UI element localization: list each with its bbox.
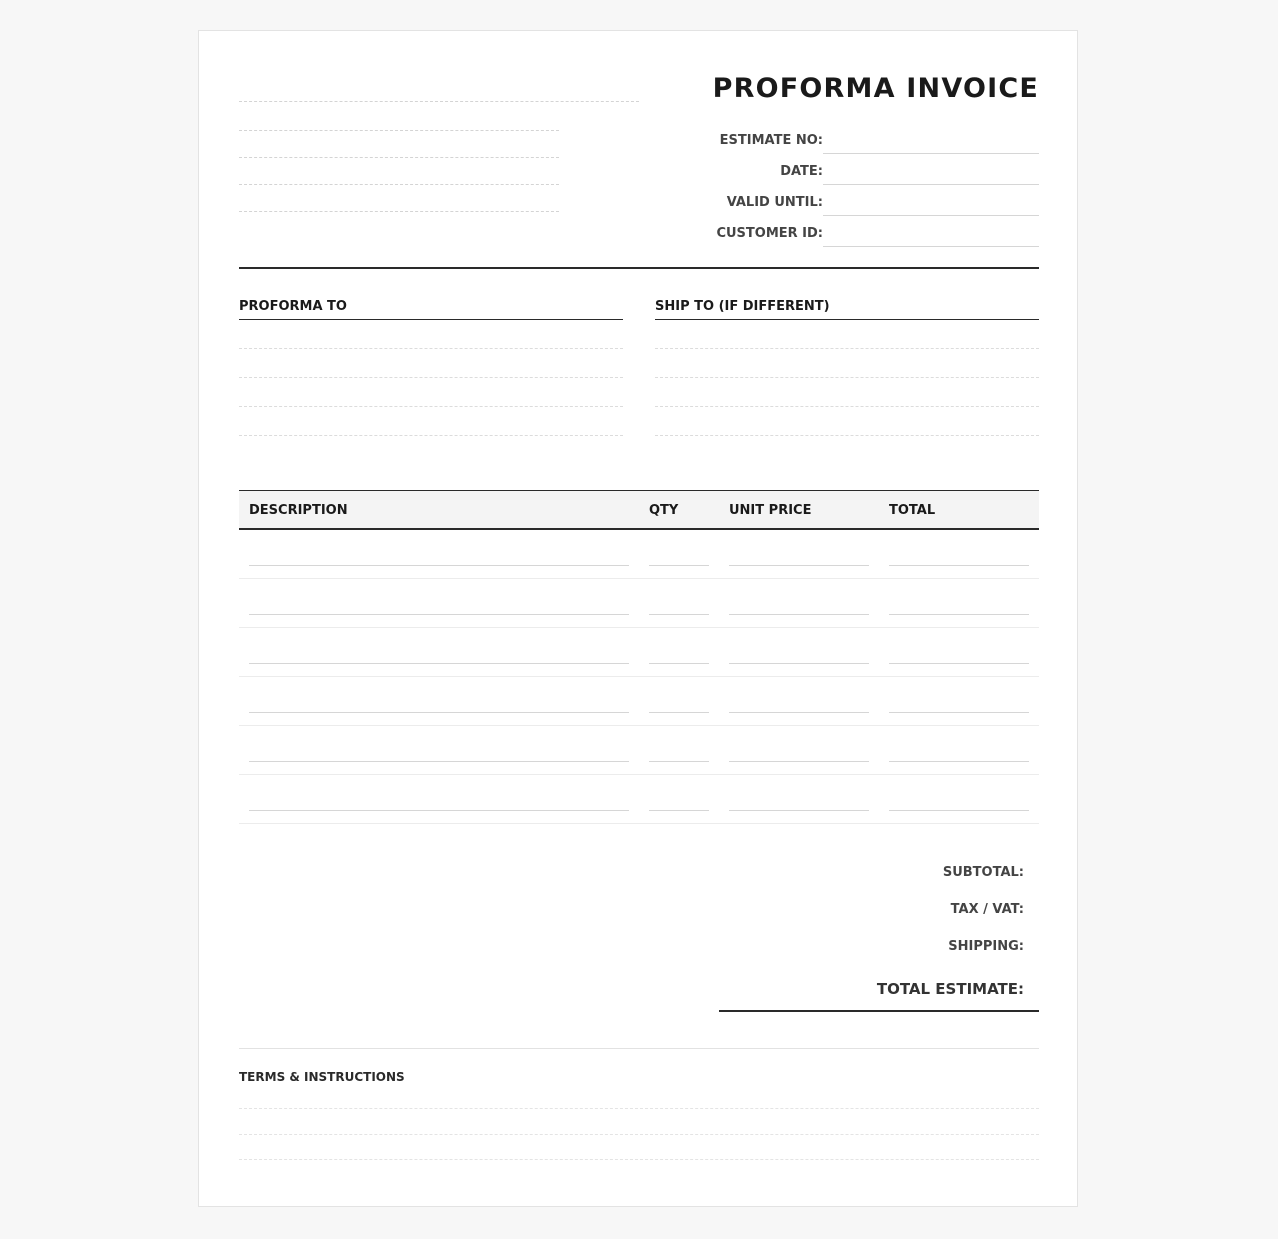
shipping-label: SHIPPING: [948, 939, 1024, 954]
ship-to-line[interactable] [655, 320, 1039, 349]
total-cell[interactable] [889, 810, 1029, 811]
terms-line[interactable] [239, 1159, 1039, 1160]
unit-price-cell[interactable] [729, 565, 869, 566]
tax-row [719, 894, 1039, 931]
subtotal-row [719, 857, 1039, 894]
ship-to-heading: SHIP TO (IF DIFFERENT) [655, 299, 1039, 320]
meta-estimate-no [679, 123, 1039, 154]
qty-cell[interactable] [649, 712, 709, 713]
ship-to-line[interactable] [655, 407, 1039, 436]
table-row [239, 579, 1039, 628]
company-name-line[interactable] [239, 101, 639, 102]
grand-total-label: TOTAL ESTIMATE: [876, 980, 1024, 998]
meta-label: ESTIMATE NO: [719, 133, 823, 148]
column-header-total: TOTAL [889, 503, 936, 518]
document-title: PROFORMA INVOICE [712, 73, 1039, 104]
ship-to-line[interactable] [655, 378, 1039, 407]
terms-line[interactable] [239, 1108, 1039, 1109]
proforma-to-block [239, 299, 623, 436]
column-header-description: DESCRIPTION [249, 503, 348, 518]
unit-price-cell[interactable] [729, 712, 869, 713]
total-cell[interactable] [889, 712, 1029, 713]
unit-price-cell[interactable] [729, 761, 869, 762]
unit-price-cell[interactable] [729, 810, 869, 811]
table-row [239, 530, 1039, 579]
tax-label: TAX / VAT: [950, 902, 1024, 917]
date-field[interactable] [823, 160, 1039, 185]
estimate-no-field[interactable] [823, 129, 1039, 154]
total-cell[interactable] [889, 663, 1029, 664]
valid-until-field[interactable] [823, 191, 1039, 216]
description-cell[interactable] [249, 712, 629, 713]
qty-cell[interactable] [649, 663, 709, 664]
meta-label: CUSTOMER ID: [716, 226, 823, 241]
unit-price-cell[interactable] [729, 663, 869, 664]
description-cell[interactable] [249, 761, 629, 762]
subtotal-label: SUBTOTAL: [942, 865, 1024, 880]
table-row [239, 726, 1039, 775]
meta-label: VALID UNTIL: [726, 195, 823, 210]
proforma-to-line[interactable] [239, 407, 623, 436]
meta-customer-id [679, 216, 1039, 247]
company-address-line-3[interactable] [239, 184, 559, 185]
ship-to-line[interactable] [655, 349, 1039, 378]
proforma-to-heading: PROFORMA TO [239, 299, 623, 320]
terms-line[interactable] [239, 1134, 1039, 1135]
proforma-to-line[interactable] [239, 378, 623, 407]
proforma-to-line[interactable] [239, 349, 623, 378]
description-cell[interactable] [249, 565, 629, 566]
line-items-table [239, 490, 1039, 824]
column-header-unit-price: UNIT PRICE [729, 503, 812, 518]
qty-cell[interactable] [649, 761, 709, 762]
total-cell[interactable] [889, 614, 1029, 615]
qty-cell[interactable] [649, 565, 709, 566]
meta-label: DATE: [780, 164, 823, 179]
total-cell[interactable] [889, 565, 1029, 566]
qty-cell[interactable] [649, 614, 709, 615]
totals-block [719, 857, 1039, 1012]
company-address-line-4[interactable] [239, 211, 559, 212]
table-row [239, 677, 1039, 726]
grand-total-row [719, 970, 1039, 1012]
description-cell[interactable] [249, 663, 629, 664]
terms-divider [239, 1048, 1039, 1049]
table-row [239, 775, 1039, 824]
table-row [239, 628, 1039, 677]
ship-to-block [655, 299, 1039, 436]
invoice-page [198, 30, 1078, 1207]
meta-date [679, 154, 1039, 185]
description-cell[interactable] [249, 810, 629, 811]
company-address-line-1[interactable] [239, 130, 559, 131]
company-address-line-2[interactable] [239, 157, 559, 158]
total-cell[interactable] [889, 761, 1029, 762]
header-divider [239, 267, 1039, 269]
table-header [239, 490, 1039, 530]
description-cell[interactable] [249, 614, 629, 615]
customer-id-field[interactable] [823, 222, 1039, 247]
terms-heading: TERMS & INSTRUCTIONS [239, 1070, 405, 1084]
unit-price-cell[interactable] [729, 614, 869, 615]
column-header-qty: QTY [649, 503, 679, 518]
proforma-to-line[interactable] [239, 320, 623, 349]
meta-valid-until [679, 185, 1039, 216]
qty-cell[interactable] [649, 810, 709, 811]
shipping-row [719, 931, 1039, 968]
